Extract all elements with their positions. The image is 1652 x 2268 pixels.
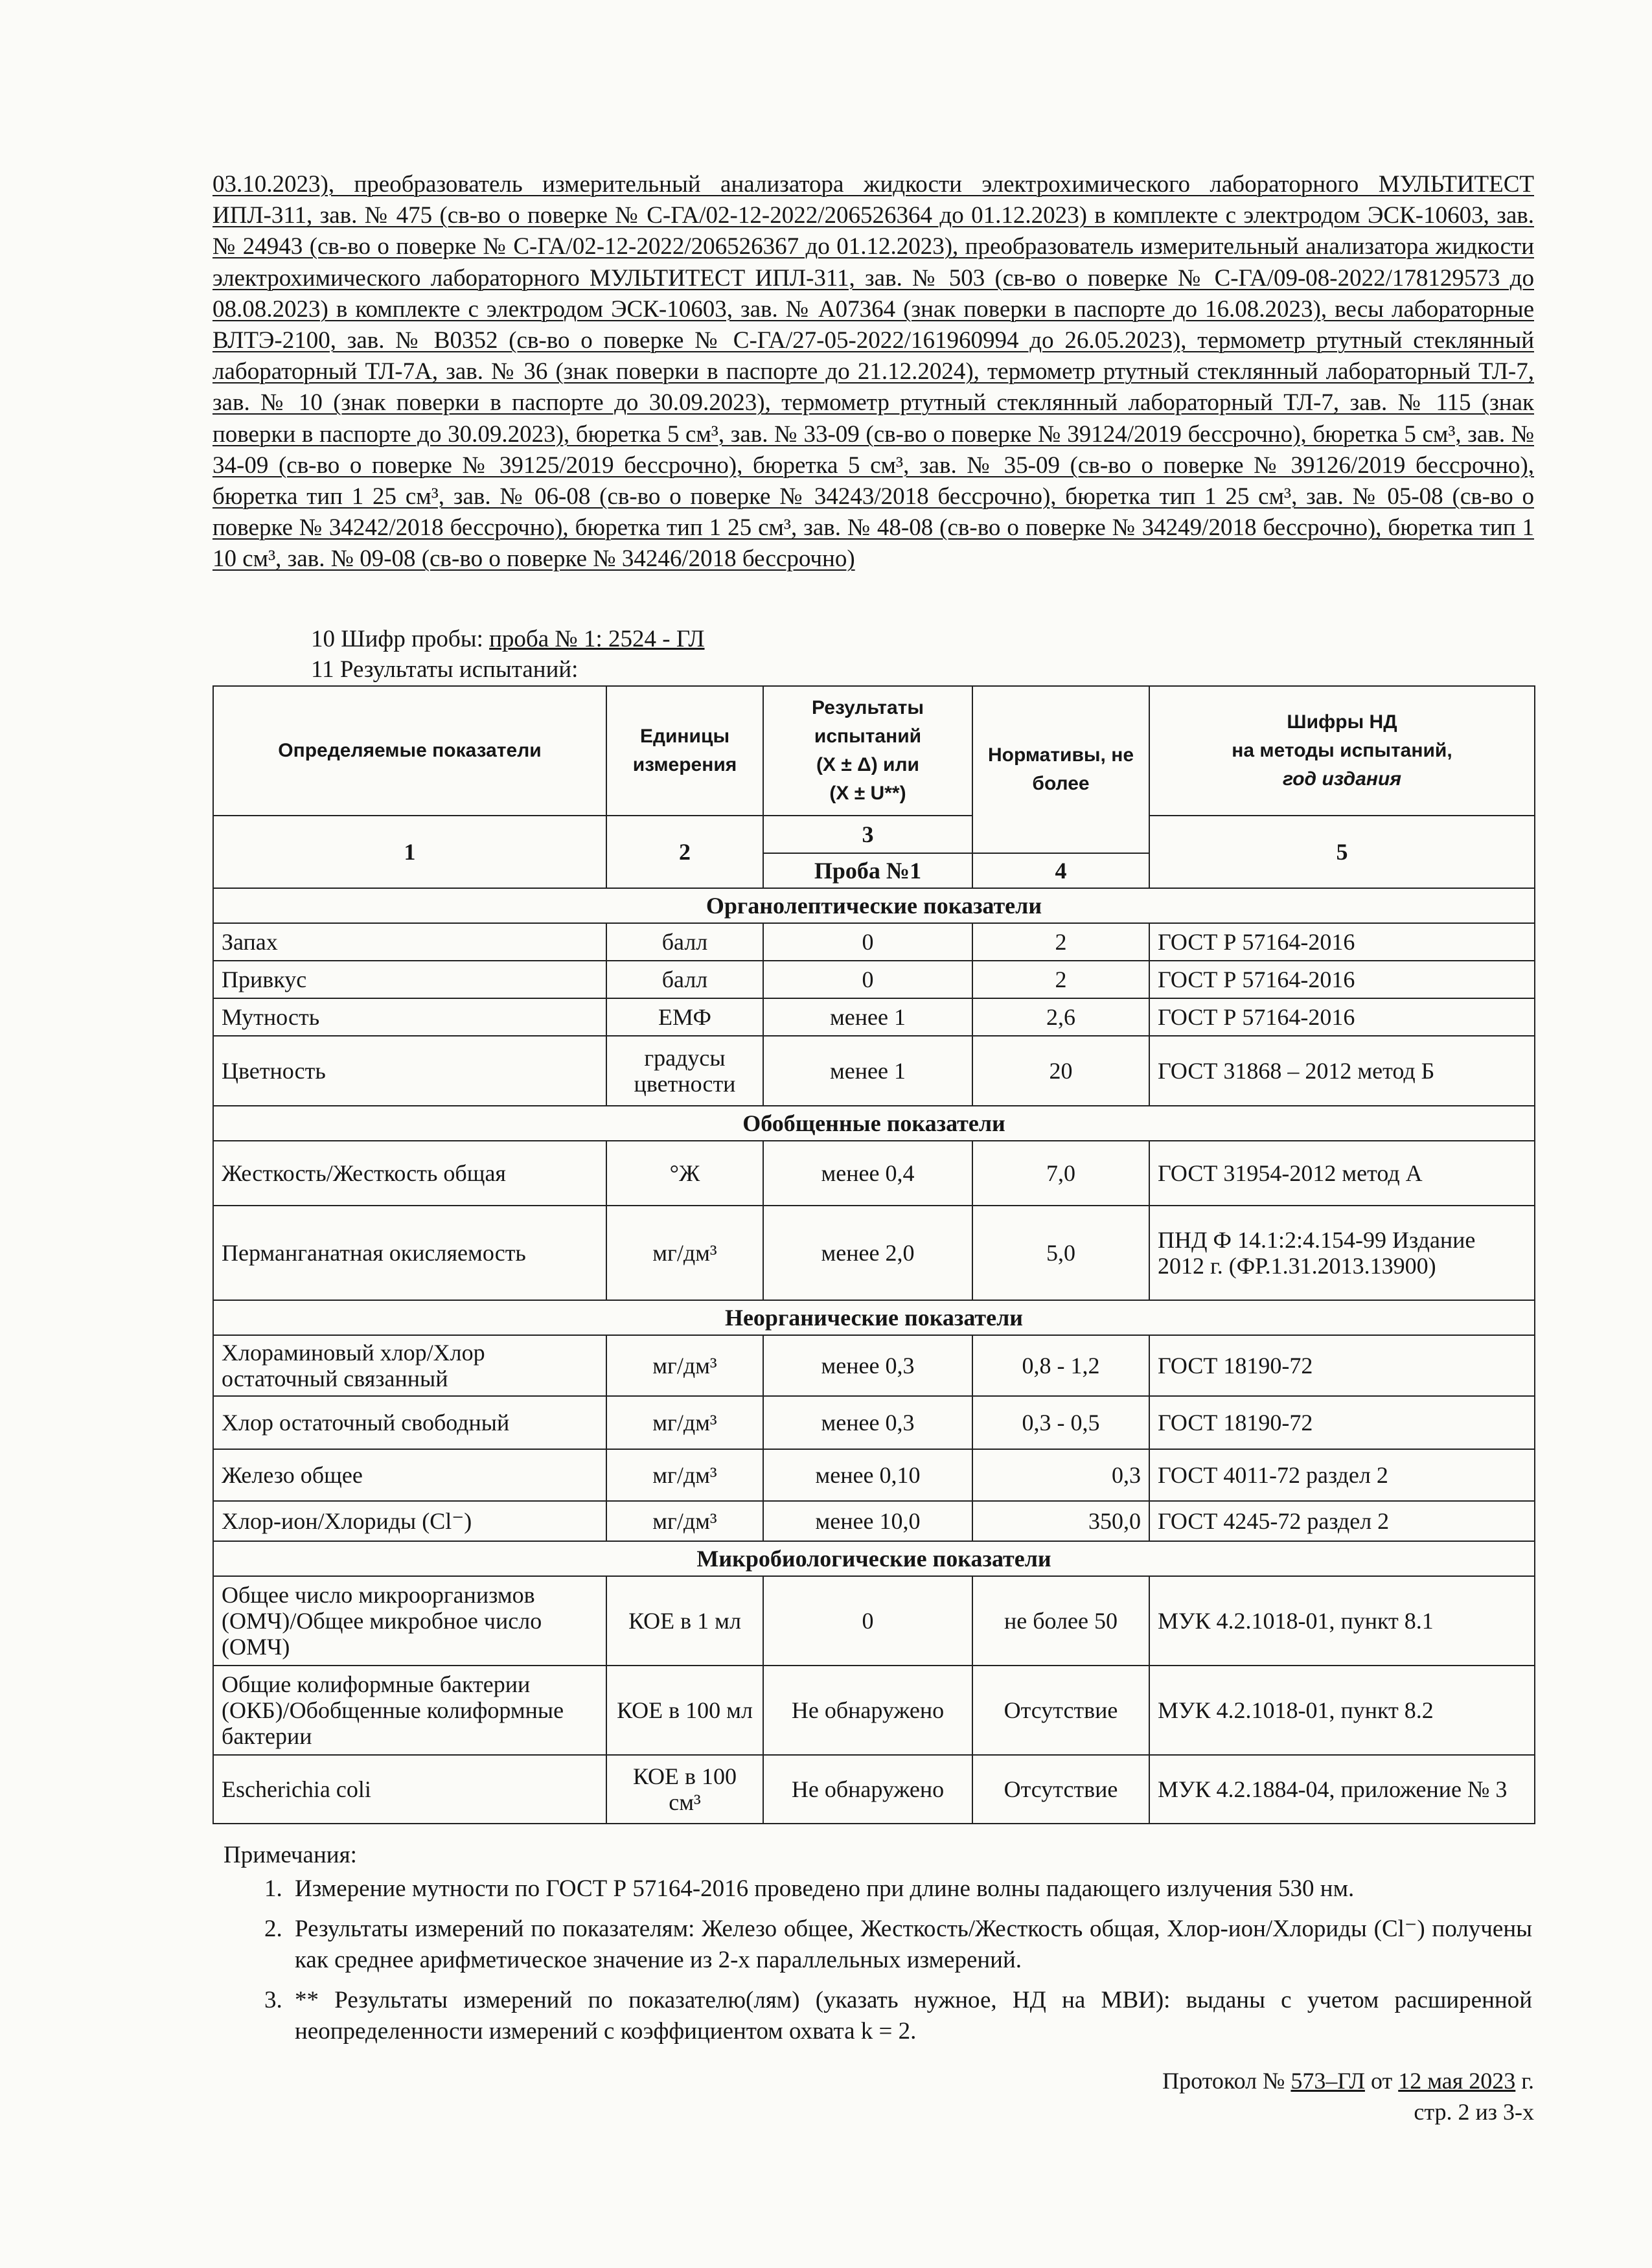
table-header-row: [213, 686, 1535, 816]
cell-norm: 2: [972, 923, 1149, 961]
table-row: [213, 1666, 1535, 1755]
table-row: [213, 923, 1535, 961]
cell-unit: балл: [606, 961, 763, 998]
cell-norm: 350,0: [972, 1501, 1149, 1541]
group-title: Обобщенные показатели: [213, 1106, 1535, 1141]
cell-norm: не более 50: [972, 1576, 1149, 1666]
header-methods: Шифры НД на методы испытаний, год издания: [1149, 686, 1535, 816]
sample-code-value: проба № 1: 2524 - ГЛ: [489, 626, 705, 652]
cell-norm: Отсутствие: [972, 1755, 1149, 1824]
table-row: [213, 1396, 1535, 1449]
cell-indicator: Общее число микроорганизмов (ОМЧ)/Общее микробное число (ОМЧ): [213, 1576, 606, 1666]
cell-indicator: Общие колиформные бактерии (ОКБ)/Обобщенные колиформные бактерии: [213, 1666, 606, 1755]
table-row: [213, 1036, 1535, 1106]
cell-norm: 20: [972, 1036, 1149, 1106]
cell-unit: мг/дм³: [606, 1396, 763, 1449]
table-row: [213, 1755, 1535, 1824]
header-units: Единицы измерения: [606, 686, 763, 816]
cell-norm: Отсутствие: [972, 1666, 1149, 1755]
table-row: [213, 1576, 1535, 1666]
table-row: [213, 1335, 1535, 1396]
cell-unit: мг/дм³: [606, 1335, 763, 1396]
cell-method: МУК 4.2.1018-01, пункт 8.2: [1149, 1666, 1535, 1755]
cell-indicator: Хлор-ион/Хлориды (Cl⁻): [213, 1501, 606, 1541]
table-row: [213, 1206, 1535, 1300]
cell-method: ГОСТ Р 57164-2016: [1149, 961, 1535, 998]
protocol-date: 12 мая 2023: [1398, 2068, 1516, 2094]
cell-indicator: Хлораминовый хлор/Хлор остаточный связанный: [213, 1335, 606, 1396]
results-table: [212, 685, 1535, 1824]
cell-method: ГОСТ 4245-72 раздел 2: [1149, 1501, 1535, 1541]
note-item: 2. Результаты измерений по показателям: Железо общее, Жесткость/Жесткость общая, Хлор-ион/Хлориды (Cl⁻) получены как среднее арифметическое значение из 2-х параллельных измерений.: [288, 1914, 1532, 1976]
cell-unit: КОЕ в 1 мл: [606, 1576, 763, 1666]
group-title: Неорганические показатели: [213, 1300, 1535, 1335]
cell-indicator: Цветность: [213, 1036, 606, 1106]
cell-unit: КОЕ в 100 см³: [606, 1755, 763, 1824]
cell-unit: ЕМФ: [606, 998, 763, 1036]
group-row: [213, 1541, 1535, 1576]
cell-norm: 0,3: [972, 1449, 1149, 1501]
col-number-4: 4: [972, 853, 1149, 888]
cell-method: МУК 4.2.1884-04, приложение № 3: [1149, 1755, 1535, 1824]
cell-method: ГОСТ 18190-72: [1149, 1335, 1535, 1396]
notes-section: [224, 1840, 1532, 2056]
cell-unit: градусы цветности: [606, 1036, 763, 1106]
table-row: [213, 1141, 1535, 1206]
sample-code-line: [311, 625, 705, 653]
protocol-number: 573–ГЛ: [1291, 2068, 1365, 2094]
cell-method: ГОСТ 18190-72: [1149, 1396, 1535, 1449]
note-item: 1. Измерение мутности по ГОСТ Р 57164-2016 проведено при длине волны падающего излучения 530 нм.: [288, 1873, 1532, 1905]
header-indicators: Определяемые показатели: [213, 686, 606, 816]
table-row: [213, 961, 1535, 998]
notes-list: [224, 1873, 1532, 2047]
cell-result: 0: [763, 1576, 972, 1666]
cell-indicator: Перманганатная окисляемость: [213, 1206, 606, 1300]
cell-indicator: Железо общее: [213, 1449, 606, 1501]
column-number-row: [213, 816, 1535, 853]
col-number-1: 1: [213, 816, 606, 888]
protocol-line: Протокол № 573–ГЛ от 12 мая 2023 г.: [1162, 2068, 1534, 2094]
col-number-2: 2: [606, 816, 763, 888]
cell-unit: мг/дм³: [606, 1449, 763, 1501]
cell-method: ПНД Ф 14.1:2:4.154-99 Издание 2012 г. (ФР.1.31.2013.13900): [1149, 1206, 1535, 1300]
col-number-3: 3: [763, 816, 972, 853]
cell-method: ГОСТ Р 57164-2016: [1149, 923, 1535, 961]
cell-result: менее 0,4: [763, 1141, 972, 1206]
cell-method: ГОСТ 4011-72 раздел 2: [1149, 1449, 1535, 1501]
sample-code-label: 10 Шифр пробы:: [311, 626, 490, 652]
cell-norm: 2: [972, 961, 1149, 998]
cell-unit: °Ж: [606, 1141, 763, 1206]
cell-norm: 0,8 - 1,2: [972, 1335, 1149, 1396]
col-number-5: 5: [1149, 816, 1535, 888]
group-title: Микробиологические показатели: [213, 1541, 1535, 1576]
cell-result: Не обнаружено: [763, 1666, 972, 1755]
cell-method: ГОСТ 31868 – 2012 метод Б: [1149, 1036, 1535, 1106]
cell-unit: КОЕ в 100 мл: [606, 1666, 763, 1755]
cell-result: Не обнаружено: [763, 1755, 972, 1824]
cell-method: ГОСТ 31954-2012 метод А: [1149, 1141, 1535, 1206]
group-row: [213, 1106, 1535, 1141]
cell-indicator: Escherichia coli: [213, 1755, 606, 1824]
equipment-list-paragraph: 03.10.2023), преобразователь измерительный анализатора жидкости электрохимического лабораторного МУЛЬТИТЕСТ ИПЛ-311, зав. № 475 (св-во о поверке № С-ГА/02-12-2022/206526364 до 01.12.2023) в комплекте с электродом ЭСК-10603, зав. № 24943 (св-во о поверке № С-ГА/02-12-2022/206526367 до 01.12.2023), преобразователь измерительный анализатора жидкости электрохимического лабораторного МУЛЬТИТЕСТ ИПЛ-311, зав. № 503 (св-во о поверке № С-ГА/09-08-2022/178129573 до 08.08.2023) в комплекте с электродом ЭСК-10603, зав. № А07364 (знак поверки в паспорте до 16.08.2023), весы лабораторные ВЛТЭ-2100, зав. № В0352 (св-во о поверке № С-ГА/27-05-2022/161960994 до 26.05.2023), термометр ртутный стеклянный лабораторный ТЛ-7А, зав. № 36 (знак поверки в паспорте до 21.12.2024), термометр ртутный стеклянный лабораторный ТЛ-7, зав. № 10 (знак поверки в паспорте до 30.09.2023), термометр ртутный стеклянный лабораторный ТЛ-7, зав. № 115 (знак поверки в паспорте до 30.09.2023), бюретка 5 см³, зав. № 33-09 (св-во о поверке № 39124/2019 бессрочно), бюретка 5 см³, зав. № 34-09 (св-во о поверке № 39125/2019 бессрочно), бюретка 5 см³, зав. № 35-09 (св-во о поверке № 39126/2019 бессрочно), бюретка тип 1 25 см³, зав. № 06-08 (св-во о поверке № 34243/2018 бессрочно), бюретка тип 1 25 см³, зав. № 05-08 (св-во о поверке № 34242/2018 бессрочно), бюретка тип 1 25 см³, зав. № 48-08 (св-во о поверке № 34249/2018 бессрочно), бюретка тип 1 10 см³, зав. № 09-08 (св-во о поверке № 34246/2018 бессрочно): [212, 171, 1534, 573]
cell-result: менее 1: [763, 998, 972, 1036]
cell-indicator: Жесткость/Жесткость общая: [213, 1141, 606, 1206]
table-row: [213, 998, 1535, 1036]
note-item: 3. ** Результаты измерений по показателю(лям) (указать нужное, НД на МВИ): выданы с учетом расширенной неопределенности измерений с коэффициентом охвата k = 2.: [288, 1985, 1532, 2047]
cell-result: менее 0,10: [763, 1449, 972, 1501]
cell-result: 0: [763, 961, 972, 998]
table-row: [213, 1449, 1535, 1501]
results-title: 11 Результаты испытаний:: [311, 656, 579, 683]
page-footer: [1162, 2065, 1534, 2127]
cell-result: менее 10,0: [763, 1501, 972, 1541]
cell-norm: 7,0: [972, 1141, 1149, 1206]
group-row: [213, 1300, 1535, 1335]
cell-indicator: Привкус: [213, 961, 606, 998]
cell-unit: мг/дм³: [606, 1206, 763, 1300]
cell-norm: 5,0: [972, 1206, 1149, 1300]
cell-norm: 2,6: [972, 998, 1149, 1036]
cell-result: 0: [763, 923, 972, 961]
cell-result: менее 1: [763, 1036, 972, 1106]
cell-unit: мг/дм³: [606, 1501, 763, 1541]
header-norms: Нормативы, не более: [972, 686, 1149, 853]
page-number: стр. 2 из 3-х: [1414, 2099, 1534, 2125]
sample-label: Проба №1: [763, 853, 972, 888]
notes-title: Примечания:: [224, 1842, 357, 1868]
header-results: Результаты испытаний (X ± Δ) или (X ± U**): [763, 686, 972, 816]
table-row: [213, 1501, 1535, 1541]
cell-indicator: Мутность: [213, 998, 606, 1036]
cell-result: менее 0,3: [763, 1335, 972, 1396]
cell-norm: 0,3 - 0,5: [972, 1396, 1149, 1449]
cell-method: МУК 4.2.1018-01, пункт 8.1: [1149, 1576, 1535, 1666]
cell-indicator: Хлор остаточный свободный: [213, 1396, 606, 1449]
cell-method: ГОСТ Р 57164-2016: [1149, 998, 1535, 1036]
cell-indicator: Запах: [213, 923, 606, 961]
cell-result: менее 2,0: [763, 1206, 972, 1300]
cell-result: менее 0,3: [763, 1396, 972, 1449]
group-row: [213, 888, 1535, 923]
cell-unit: балл: [606, 923, 763, 961]
group-title: Органолептические показатели: [213, 888, 1535, 923]
